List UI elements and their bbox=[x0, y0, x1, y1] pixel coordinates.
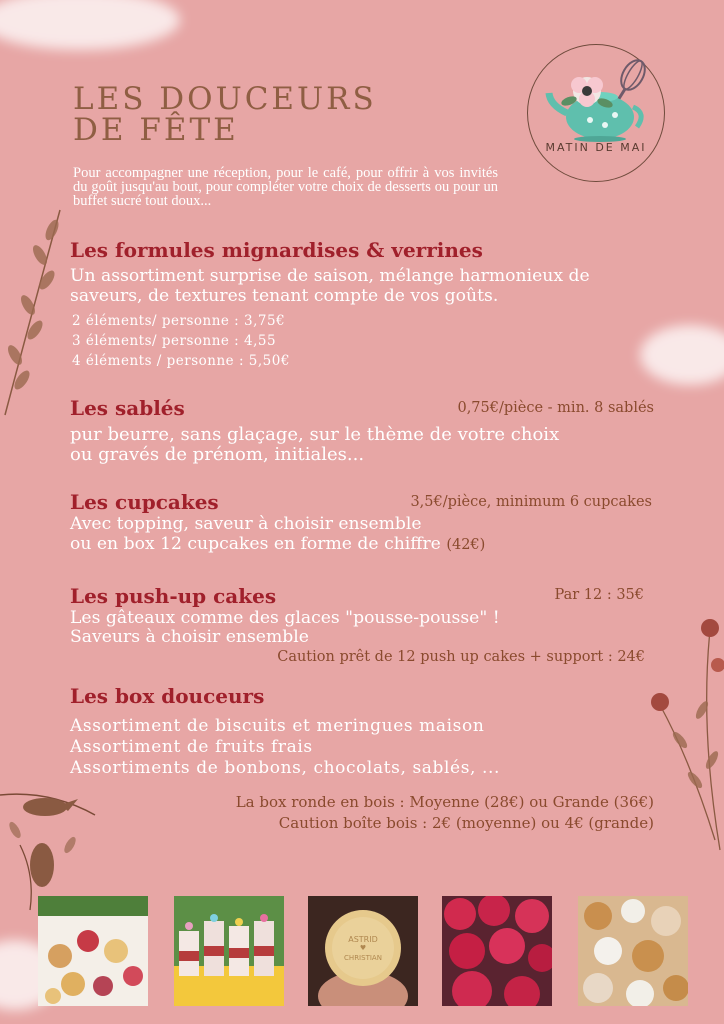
sables-price: 0,75€/pièce - min. 8 sablés bbox=[457, 400, 654, 416]
svg-text:♥: ♥ bbox=[359, 944, 367, 952]
mignardises-price-3: 4 éléments / personne : 5,50€ bbox=[72, 353, 290, 369]
cupcakes-desc-2 bbox=[70, 534, 485, 554]
section-title-pushup: Les push-up cakes bbox=[70, 584, 277, 608]
cupcakes-desc-1: Avec topping, saveur à choisir ensemble bbox=[70, 514, 422, 534]
photo-sable bbox=[308, 896, 418, 1006]
mignardises-price-1: 2 éléments/ personne : 3,75€ bbox=[72, 313, 286, 329]
intro-text: Pour accompagner une réception, pour le café, pour offrir à vos invités du goût jusqu'au bout, pour compléter votre choix de desserts ou pour un buffet sucré tout doux... bbox=[73, 165, 498, 209]
box-item-1: Assortiment de biscuits et meringues maison bbox=[70, 716, 485, 736]
box-note-1: La box ronde en bois : Moyenne (28€) ou Grande (36€) bbox=[235, 793, 654, 811]
section-title-mignardises: Les formules mignardises & verrines bbox=[70, 238, 483, 262]
cupcakes-price: 3,5€/pièce, minimum 6 cupcakes bbox=[410, 494, 652, 510]
stamp-line-1: ASTRID bbox=[348, 935, 378, 944]
photo-verrines bbox=[174, 896, 284, 1006]
section-title-box: Les box douceurs bbox=[70, 684, 265, 708]
pushup-desc-1: Les gâteaux comme des glaces "pousse-pousse" ! bbox=[70, 608, 500, 628]
branch-left-decoration bbox=[0, 200, 80, 420]
mignardises-price-2: 3 éléments/ personne : 4,55 bbox=[72, 333, 277, 349]
teapot-icon bbox=[545, 55, 649, 143]
box-note-2: Caution boîte bois : 2€ (moyenne) ou 4€ (grande) bbox=[278, 814, 654, 832]
mignardises-desc-1: Un assortiment surprise de saison, mélange harmonieux de bbox=[70, 266, 590, 286]
cupcakes-box-price: (42€) bbox=[446, 537, 486, 553]
pushup-desc-2: Saveurs à choisir ensemble bbox=[70, 627, 309, 647]
section-title-cupcakes: Les cupcakes bbox=[70, 490, 219, 514]
photo-mignardises bbox=[38, 896, 148, 1006]
logo-name: MATIN DE MAI bbox=[545, 141, 647, 154]
cloud-top-left bbox=[0, 0, 180, 50]
cupcakes-desc-2-text: ou en box 12 cupcakes en forme de chiffre bbox=[70, 534, 441, 554]
pushup-caution: Caution prêt de 12 push up cakes + support : 24€ bbox=[277, 649, 645, 665]
box-item-2: Assortiment de fruits frais bbox=[70, 737, 313, 757]
title-line-2: DE FÊTE bbox=[73, 112, 239, 148]
mignardises-desc-2: saveurs, de textures tenant compte de vos goûts. bbox=[70, 286, 499, 306]
sables-desc-2: ou gravés de prénom, initiales... bbox=[70, 444, 365, 465]
title-line-1: LES DOUCEURS bbox=[73, 81, 377, 117]
photo-cupcakes bbox=[442, 896, 552, 1006]
cloud-right bbox=[640, 325, 724, 385]
section-title-sables: Les sablés bbox=[70, 396, 185, 420]
stamp-line-2: CHRISTIAN bbox=[344, 954, 382, 962]
box-item-3: Assortiments de bonbons, chocolats, sablés, ... bbox=[70, 758, 501, 778]
pushup-price: Par 12 : 35€ bbox=[554, 587, 644, 603]
logo bbox=[527, 44, 665, 182]
photo-meringues bbox=[578, 896, 688, 1006]
page-title bbox=[73, 81, 377, 148]
sables-desc-1: pur beurre, sans glaçage, sur le thème de votre choix bbox=[70, 424, 560, 445]
